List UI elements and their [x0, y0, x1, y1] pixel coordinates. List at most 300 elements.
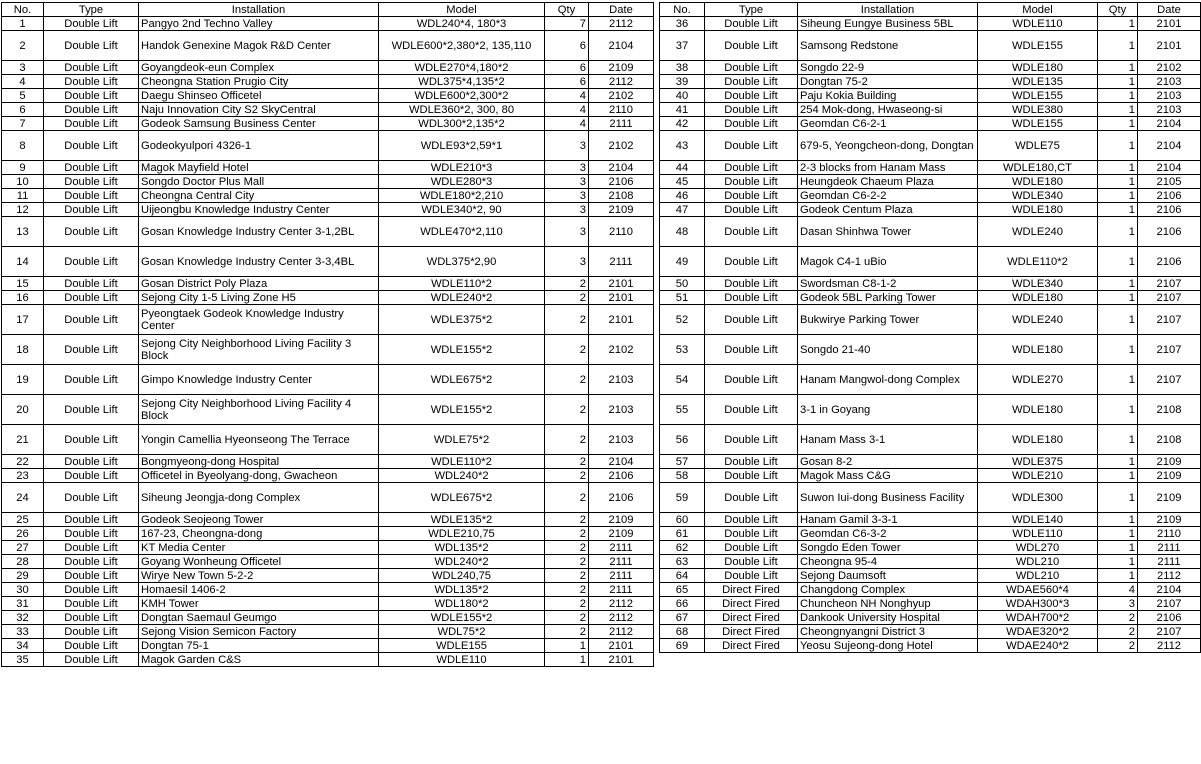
row-installation: Cheongna Station Prugio City: [139, 75, 379, 89]
row-installation: Cheongna 95-4: [798, 555, 978, 569]
row-date: 2109: [589, 527, 654, 541]
row-number: 54: [660, 365, 705, 395]
row-type: Double Lift: [705, 277, 798, 291]
row-model: WDLE110: [978, 17, 1098, 31]
row-type: Double Lift: [44, 583, 139, 597]
row-date: 2102: [589, 335, 654, 365]
row-date: 2111: [589, 555, 654, 569]
row-type: Double Lift: [44, 569, 139, 583]
row-type: Double Lift: [705, 75, 798, 89]
row-model: WDLE675*2: [379, 365, 545, 395]
row-model: WDLE155: [978, 31, 1098, 61]
row-installation: Godeokyulpori 4326-1: [139, 131, 379, 161]
row-type: Double Lift: [44, 469, 139, 483]
row-installation: Siheung Jeongja-dong Complex: [139, 483, 379, 513]
row-number: 37: [660, 31, 705, 61]
row-type: Double Lift: [44, 335, 139, 365]
row-type: Double Lift: [44, 61, 139, 75]
row-qty: 1: [1098, 131, 1138, 161]
row-type: Direct Fired: [705, 625, 798, 639]
table-row: [660, 89, 1201, 103]
row-date: 2111: [589, 117, 654, 131]
table-row: [660, 365, 1201, 395]
table-row: [660, 483, 1201, 513]
row-qty: 1: [1098, 189, 1138, 203]
row-installation: Sejong City Neighborhood Living Facility 4 Block: [139, 395, 379, 425]
table-row: [660, 625, 1201, 639]
row-qty: 1: [1098, 161, 1138, 175]
row-installation: Sejong City Neighborhood Living Facility 3 Block: [139, 335, 379, 365]
row-number: 6: [2, 103, 44, 117]
row-qty: 1: [1098, 305, 1138, 335]
row-installation: 167-23, Cheongna-dong: [139, 527, 379, 541]
header-no: No.: [660, 3, 705, 17]
row-model: WDL240,75: [379, 569, 545, 583]
row-model: WDLE470*2,110: [379, 217, 545, 247]
row-type: Double Lift: [705, 189, 798, 203]
installation-table-left: [1, 2, 654, 667]
row-installation: Dankook University Hospital: [798, 611, 978, 625]
row-qty: 4: [545, 103, 589, 117]
row-type: Double Lift: [44, 89, 139, 103]
row-number: 24: [2, 483, 44, 513]
row-installation: Siheung Eungye Business 5BL: [798, 17, 978, 31]
row-qty: 6: [545, 75, 589, 89]
row-type: Double Lift: [44, 17, 139, 31]
row-type: Double Lift: [44, 103, 139, 117]
row-qty: 2: [545, 541, 589, 555]
table-row: [660, 31, 1201, 61]
row-model: WDL240*2: [379, 555, 545, 569]
row-number: 48: [660, 217, 705, 247]
row-model: WDLE110*2: [379, 455, 545, 469]
row-qty: 3: [545, 217, 589, 247]
row-model: WDLE155: [379, 639, 545, 653]
row-model: WDLE75*2: [379, 425, 545, 455]
row-date: 2106: [1138, 203, 1201, 217]
row-date: 2107: [1138, 335, 1201, 365]
row-qty: 1: [1098, 117, 1138, 131]
row-qty: 1: [1098, 555, 1138, 569]
table-row: [2, 117, 654, 131]
row-qty: 1: [1098, 527, 1138, 541]
table-row: [2, 75, 654, 89]
row-number: 13: [2, 217, 44, 247]
row-qty: 1: [1098, 395, 1138, 425]
row-installation: Dongtan 75-2: [798, 75, 978, 89]
header-date: Date: [589, 3, 654, 17]
row-number: 65: [660, 583, 705, 597]
row-date: 2112: [589, 611, 654, 625]
row-number: 33: [2, 625, 44, 639]
row-date: 2109: [1138, 469, 1201, 483]
table-row: [660, 61, 1201, 75]
row-number: 60: [660, 513, 705, 527]
row-number: 46: [660, 189, 705, 203]
row-model: WDL375*4,135*2: [379, 75, 545, 89]
row-date: 2112: [589, 17, 654, 31]
header-qty: Qty: [545, 3, 589, 17]
row-installation: Gosan District Poly Plaza: [139, 277, 379, 291]
table-row: [2, 569, 654, 583]
row-number: 17: [2, 305, 44, 335]
row-installation: Sejong Daumsoft: [798, 569, 978, 583]
row-model: WDLE210: [978, 469, 1098, 483]
row-model: WDLE340: [978, 277, 1098, 291]
row-date: 2106: [1138, 217, 1201, 247]
row-date: 2111: [589, 569, 654, 583]
row-installation: Dasan Shinhwa Tower: [798, 217, 978, 247]
row-model: WDLE110*2: [978, 247, 1098, 277]
row-number: 1: [2, 17, 44, 31]
row-qty: 2: [545, 527, 589, 541]
row-type: Direct Fired: [705, 583, 798, 597]
row-model: WDLE155*2: [379, 611, 545, 625]
row-date: 2111: [589, 541, 654, 555]
row-model: WDLE135: [978, 75, 1098, 89]
row-model: WDLE110*2: [379, 277, 545, 291]
row-installation: Paju Kokia Building: [798, 89, 978, 103]
table-row: [2, 455, 654, 469]
row-installation: Cheongnyangni District 3: [798, 625, 978, 639]
row-date: 2110: [589, 217, 654, 247]
row-date: 2107: [1138, 365, 1201, 395]
row-qty: 6: [545, 31, 589, 61]
table-row: [660, 513, 1201, 527]
row-model: WDLE93*2,59*1: [379, 131, 545, 161]
row-number: 64: [660, 569, 705, 583]
row-type: Double Lift: [44, 365, 139, 395]
row-number: 52: [660, 305, 705, 335]
row-installation: 3-1 in Goyang: [798, 395, 978, 425]
row-date: 2104: [589, 31, 654, 61]
row-type: Double Lift: [44, 611, 139, 625]
row-date: 2108: [589, 189, 654, 203]
row-installation: Gosan Knowledge Industry Center 3-3,4BL: [139, 247, 379, 277]
row-number: 3: [2, 61, 44, 75]
row-type: Double Lift: [705, 425, 798, 455]
row-qty: 1: [1098, 217, 1138, 247]
row-type: Double Lift: [705, 541, 798, 555]
row-type: Double Lift: [705, 89, 798, 103]
row-model: WDLE135*2: [379, 513, 545, 527]
row-date: 2109: [589, 513, 654, 527]
table-row: [660, 217, 1201, 247]
table-row: [2, 469, 654, 483]
table-row: [2, 611, 654, 625]
right-table-body: [660, 17, 1201, 653]
row-type: Double Lift: [44, 527, 139, 541]
table-row: [2, 61, 654, 75]
row-number: 44: [660, 161, 705, 175]
row-number: 66: [660, 597, 705, 611]
row-installation: Geomdan C6-3-2: [798, 527, 978, 541]
row-date: 2111: [589, 583, 654, 597]
table-row: [2, 203, 654, 217]
row-date: 2112: [589, 625, 654, 639]
row-date: 2106: [589, 483, 654, 513]
row-type: Double Lift: [705, 117, 798, 131]
row-type: Double Lift: [44, 247, 139, 277]
row-qty: 1: [1098, 291, 1138, 305]
row-date: 2112: [589, 597, 654, 611]
table-row: [660, 117, 1201, 131]
row-model: WDLE180,CT: [978, 161, 1098, 175]
row-date: 2104: [589, 161, 654, 175]
row-number: 63: [660, 555, 705, 569]
row-model: WDLE140: [978, 513, 1098, 527]
row-date: 2103: [1138, 89, 1201, 103]
table-row: [2, 277, 654, 291]
row-model: WDLE380: [978, 103, 1098, 117]
installation-table-right: [659, 2, 1201, 653]
row-qty: 3: [545, 131, 589, 161]
row-number: 57: [660, 455, 705, 469]
row-date: 2101: [1138, 17, 1201, 31]
header-type: Type: [705, 3, 798, 17]
row-qty: 1: [1098, 483, 1138, 513]
row-installation: Magok C4-1 uBio: [798, 247, 978, 277]
header-no: No.: [2, 3, 44, 17]
table-row: [2, 425, 654, 455]
row-type: Double Lift: [705, 527, 798, 541]
row-qty: 3: [545, 189, 589, 203]
row-type: Double Lift: [705, 175, 798, 189]
row-qty: 6: [545, 61, 589, 75]
row-model: WDAE560*4: [978, 583, 1098, 597]
row-installation: Gosan 8-2: [798, 455, 978, 469]
row-qty: 7: [545, 17, 589, 31]
row-installation: Magok Mass C&G: [798, 469, 978, 483]
table-row: [2, 189, 654, 203]
header-row: [2, 3, 654, 17]
row-installation: Magok Mayfield Hotel: [139, 161, 379, 175]
row-model: WDLE180: [978, 203, 1098, 217]
table-row: [2, 513, 654, 527]
row-date: 2104: [1138, 583, 1201, 597]
row-date: 2107: [1138, 625, 1201, 639]
row-qty: 1: [1098, 469, 1138, 483]
row-number: 27: [2, 541, 44, 555]
row-qty: 3: [545, 247, 589, 277]
row-type: Double Lift: [705, 31, 798, 61]
row-date: 2101: [589, 305, 654, 335]
row-model: WDLE375: [978, 455, 1098, 469]
row-qty: 1: [1098, 31, 1138, 61]
row-type: Double Lift: [705, 335, 798, 365]
row-type: Double Lift: [705, 17, 798, 31]
row-installation: Goyangdeok-eun Complex: [139, 61, 379, 75]
row-installation: Godeok Samsung Business Center: [139, 117, 379, 131]
table-row: [660, 203, 1201, 217]
row-qty: 1: [1098, 103, 1138, 117]
row-qty: 1: [1098, 425, 1138, 455]
row-installation: Homaesil 1406-2: [139, 583, 379, 597]
row-number: 43: [660, 131, 705, 161]
row-installation: Sejong Vision Semicon Factory: [139, 625, 379, 639]
row-date: 2109: [1138, 513, 1201, 527]
row-number: 67: [660, 611, 705, 625]
row-installation: Godeok 5BL Parking Tower: [798, 291, 978, 305]
row-model: WDAE240*2: [978, 639, 1098, 653]
row-qty: 1: [1098, 89, 1138, 103]
table-row: [2, 103, 654, 117]
row-qty: 2: [545, 625, 589, 639]
row-number: 12: [2, 203, 44, 217]
row-model: WDLE270: [978, 365, 1098, 395]
row-installation: KT Media Center: [139, 541, 379, 555]
table-row: [2, 395, 654, 425]
table-row: [2, 131, 654, 161]
table-row: [2, 555, 654, 569]
row-qty: 3: [1098, 597, 1138, 611]
row-type: Double Lift: [705, 291, 798, 305]
row-model: WDLE340*2, 90: [379, 203, 545, 217]
row-installation: Hanam Mangwol-dong Complex: [798, 365, 978, 395]
row-number: 53: [660, 335, 705, 365]
row-date: 2106: [1138, 189, 1201, 203]
row-model: WDLE240: [978, 305, 1098, 335]
row-number: 45: [660, 175, 705, 189]
row-installation: Daegu Shinseo Officetel: [139, 89, 379, 103]
row-date: 2102: [589, 89, 654, 103]
row-model: WDLE155*2: [379, 395, 545, 425]
row-date: 2110: [589, 103, 654, 117]
row-date: 2101: [589, 639, 654, 653]
row-model: WDL300*2,135*2: [379, 117, 545, 131]
row-date: 2106: [589, 469, 654, 483]
row-qty: 2: [545, 305, 589, 335]
table-row: [2, 217, 654, 247]
row-qty: 1: [1098, 365, 1138, 395]
header-type: Type: [44, 3, 139, 17]
row-qty: 2: [545, 277, 589, 291]
row-installation: Heungdeok Chaeum Plaza: [798, 175, 978, 189]
header-installation: Installation: [139, 3, 379, 17]
row-date: 2103: [589, 425, 654, 455]
row-installation: Swordsman C8-1-2: [798, 277, 978, 291]
row-type: Double Lift: [44, 513, 139, 527]
row-type: Double Lift: [44, 189, 139, 203]
header-row: [660, 3, 1201, 17]
header-model: Model: [379, 3, 545, 17]
table-row: [2, 31, 654, 61]
table-row: [660, 291, 1201, 305]
row-model: WDLE210,75: [379, 527, 545, 541]
table-row: [660, 247, 1201, 277]
row-installation: Changdong Complex: [798, 583, 978, 597]
table-row: [660, 395, 1201, 425]
row-type: Double Lift: [44, 625, 139, 639]
row-qty: 1: [1098, 61, 1138, 75]
row-qty: 1: [1098, 247, 1138, 277]
row-installation: Gimpo Knowledge Industry Center: [139, 365, 379, 395]
row-qty: 1: [1098, 277, 1138, 291]
row-model: WDLE360*2, 300, 80: [379, 103, 545, 117]
row-number: 4: [2, 75, 44, 89]
row-number: 23: [2, 469, 44, 483]
row-qty: 1: [1098, 569, 1138, 583]
row-model: WDL375*2,90: [379, 247, 545, 277]
row-number: 28: [2, 555, 44, 569]
row-number: 61: [660, 527, 705, 541]
table-row: [2, 639, 654, 653]
header-installation: Installation: [798, 3, 978, 17]
row-model: WDLE180: [978, 425, 1098, 455]
row-date: 2111: [589, 247, 654, 277]
row-installation: Officetel in Byeolyang-dong, Gwacheon: [139, 469, 379, 483]
row-type: Double Lift: [705, 469, 798, 483]
row-type: Double Lift: [44, 597, 139, 611]
table-row: [2, 597, 654, 611]
row-date: 2106: [1138, 247, 1201, 277]
row-model: WDL180*2: [379, 597, 545, 611]
row-number: 30: [2, 583, 44, 597]
row-number: 16: [2, 291, 44, 305]
row-type: Double Lift: [705, 247, 798, 277]
row-date: 2109: [589, 61, 654, 75]
row-qty: 1: [1098, 513, 1138, 527]
row-installation: Pangyo 2nd Techno Valley: [139, 17, 379, 31]
row-model: WDLE340: [978, 189, 1098, 203]
row-number: 55: [660, 395, 705, 425]
table-row: [2, 291, 654, 305]
row-installation: 254 Mok-dong, Hwaseong-si: [798, 103, 978, 117]
row-installation: Chuncheon NH Nonghyup: [798, 597, 978, 611]
table-row: [2, 365, 654, 395]
row-type: Double Lift: [44, 161, 139, 175]
row-installation: Wirye New Town 5-2-2: [139, 569, 379, 583]
table-row: [2, 305, 654, 335]
row-type: Double Lift: [705, 203, 798, 217]
row-date: 2103: [589, 365, 654, 395]
row-qty: 1: [1098, 335, 1138, 365]
row-date: 2107: [1138, 305, 1201, 335]
row-date: 2101: [589, 291, 654, 305]
row-model: WDL75*2: [379, 625, 545, 639]
row-number: 9: [2, 161, 44, 175]
row-model: WDLE270*4,180*2: [379, 61, 545, 75]
row-date: 2110: [1138, 527, 1201, 541]
row-model: WDLE155: [978, 89, 1098, 103]
row-type: Double Lift: [44, 291, 139, 305]
row-installation: Dongtan 75-1: [139, 639, 379, 653]
table-row: [660, 131, 1201, 161]
row-installation: Uijeongbu Knowledge Industry Center: [139, 203, 379, 217]
table-row: [2, 161, 654, 175]
table-row: [2, 483, 654, 513]
row-qty: 2: [545, 395, 589, 425]
row-number: 29: [2, 569, 44, 583]
table-row: [660, 425, 1201, 455]
row-qty: 2: [545, 425, 589, 455]
row-type: Double Lift: [705, 513, 798, 527]
row-type: Double Lift: [44, 131, 139, 161]
row-model: WDLE180*2,210: [379, 189, 545, 203]
row-number: 38: [660, 61, 705, 75]
row-installation: Geomdan C6-2-2: [798, 189, 978, 203]
row-installation: Godeok Centum Plaza: [798, 203, 978, 217]
row-qty: 3: [545, 161, 589, 175]
row-number: 40: [660, 89, 705, 103]
row-installation: Handok Genexine Magok R&D Center: [139, 31, 379, 61]
row-model: WDLE155*2: [379, 335, 545, 365]
row-qty: 1: [545, 653, 589, 667]
row-type: Double Lift: [44, 483, 139, 513]
row-date: 2106: [1138, 611, 1201, 625]
row-type: Double Lift: [44, 117, 139, 131]
row-type: Double Lift: [44, 541, 139, 555]
